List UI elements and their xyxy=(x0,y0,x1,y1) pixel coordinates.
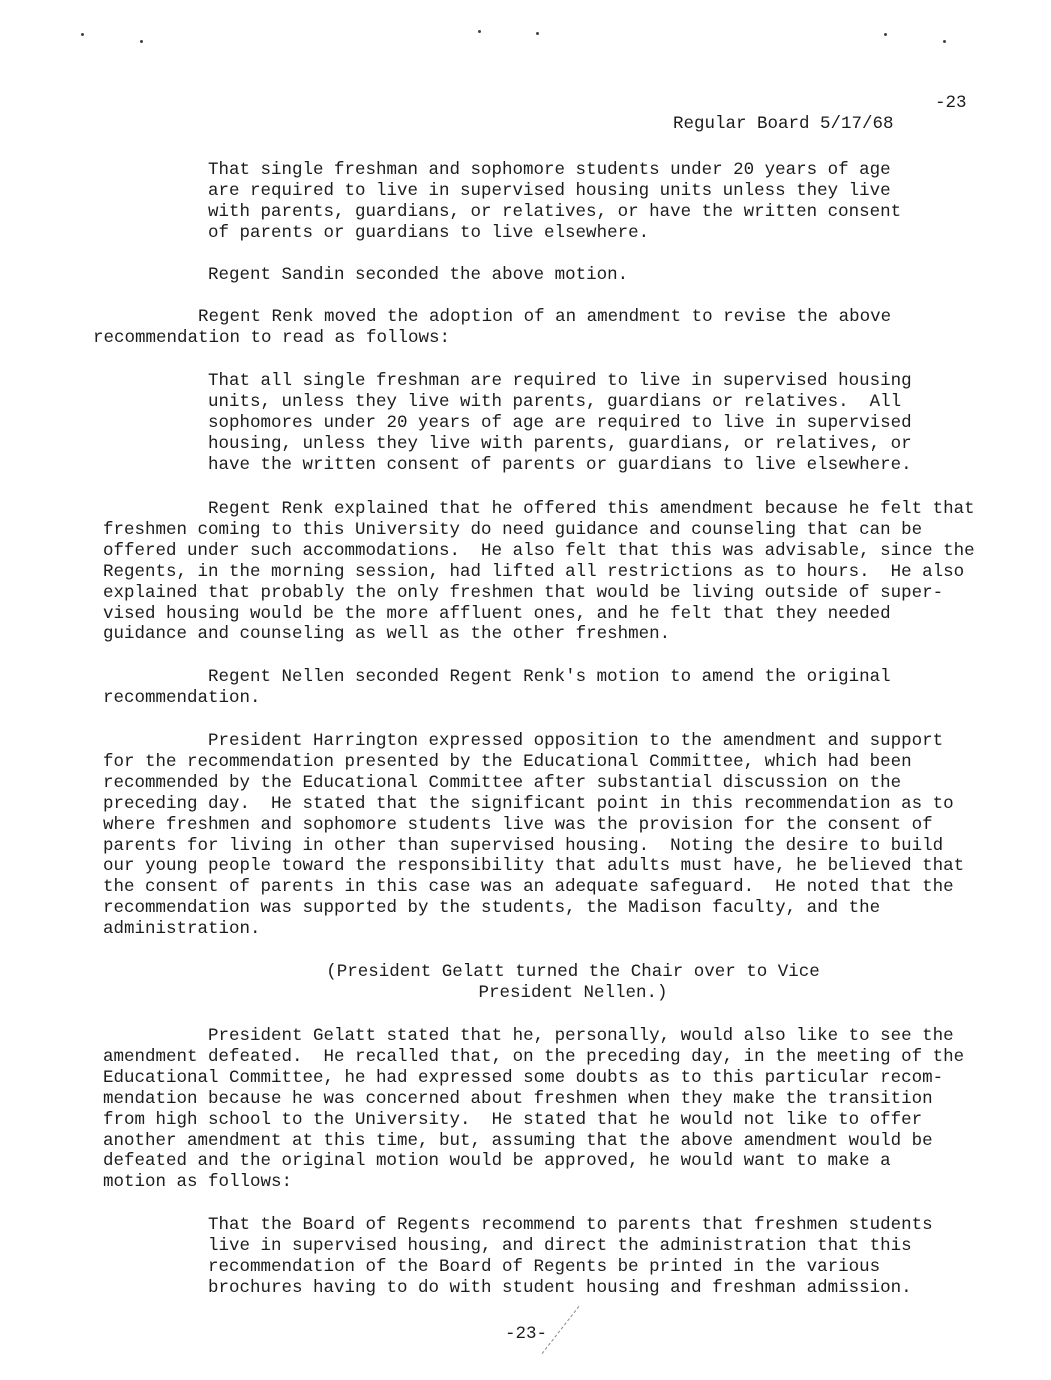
text-line: are required to live in supervised housing units unless they live xyxy=(208,180,891,201)
text-line: Regent Nellen seconded Regent Renk's motion to amend the original xyxy=(103,667,891,687)
text-line: explained that probably the only freshmen that would be living outside of super- xyxy=(103,582,944,603)
text-line: amendment defeated. He recalled that, on the preceding day, in the meeting of the xyxy=(103,1046,965,1067)
text-line: defeated and the original motion would be approved, he would want to make a xyxy=(103,1151,891,1172)
scan-speck xyxy=(536,32,539,35)
paragraph-nellen-seconded xyxy=(103,667,983,709)
text-line: President Nellen.) xyxy=(478,982,668,1003)
text-line: Educational Committee, he had expressed some doubts as to this particular recom- xyxy=(103,1067,944,1088)
text-line: with parents, guardians, or relatives, or have the written consent xyxy=(208,201,902,222)
text-line: Regent Renk moved the adoption of an amendment to revise the above xyxy=(93,307,892,327)
text-line: That all single freshman are required to live in supervised housing xyxy=(208,371,912,391)
paragraph-renk-explained xyxy=(103,499,983,645)
text-line: (President Gelatt turned the Chair over to Vice xyxy=(326,962,820,982)
paragraph-gelatt-stated xyxy=(103,1026,983,1193)
text-line: recommendation to read as follows: xyxy=(93,327,451,348)
text-line: President Gelatt stated that he, personally, would also like to see the xyxy=(103,1026,954,1046)
text-line: recommendation was supported by the students, the Madison faculty, and the xyxy=(103,898,881,919)
scan-speck xyxy=(81,33,84,36)
text-line: have the written consent of parents or guardians to live elsewhere. xyxy=(208,454,912,475)
text-line: recommendation of the Board of Regents be printed in the various xyxy=(208,1256,881,1277)
scan-speck xyxy=(884,33,887,36)
text-line: parents for living in other than supervised housing. Noting the desire to build xyxy=(103,835,944,856)
text-line: guidance and counseling as well as the other freshmen. xyxy=(103,624,671,645)
page-header xyxy=(652,93,972,156)
text-line: brochures having to do with student housing and freshman admission. xyxy=(208,1277,912,1298)
text-line: recommended by the Educational Committee after substantial discussion on the xyxy=(103,772,902,793)
text-line: motion as follows: xyxy=(103,1172,293,1193)
parenthetical-chair-note xyxy=(103,962,983,1004)
text-line: sophomores under 20 years of age are required to live in supervised xyxy=(208,412,912,433)
text-line: recommendation. xyxy=(103,687,261,708)
text-line: offered under such accommodations. He also felt that this was advisable, since the xyxy=(103,540,975,561)
text-line: That the Board of Regents recommend to parents that freshmen students xyxy=(208,1215,933,1235)
text-line: live in supervised housing, and direct the administration that this xyxy=(208,1235,912,1256)
text-line: administration. xyxy=(103,919,261,940)
text-line: from high school to the University. He stated that he would not like to offer xyxy=(103,1109,923,1130)
text-line: another amendment at this time, but, assuming that the above amendment would be xyxy=(103,1130,933,1151)
text-line: That single freshman and sophomore students under 20 years of age xyxy=(208,160,891,180)
text-line: the consent of parents in this case was an adequate safeguard. He noted that the xyxy=(103,877,954,898)
text-line: of parents or guardians to live elsewhere. xyxy=(208,222,650,243)
quoted-amendment xyxy=(208,371,968,476)
text-line: mendation because he was concerned about freshmen when they make the transition xyxy=(103,1088,933,1109)
text-line: for the recommendation presented by the Educational Committee, which had been xyxy=(103,751,912,772)
header-title: Regular Board 5/17/68 xyxy=(673,113,894,134)
text-line: freshmen coming to this University do need guidance and counseling that can be xyxy=(103,519,923,540)
paragraph-sandin-seconded xyxy=(103,265,983,286)
text-line: Regent Sandin seconded the above motion. xyxy=(103,265,629,285)
paragraph-renk-amendment-intro xyxy=(93,307,973,349)
scan-speck xyxy=(943,40,946,43)
text-line: vised housing would be the more affluent ones, and he felt that they needed xyxy=(103,603,891,624)
text-line: President Harrington expressed opposition to the amendment and support xyxy=(103,731,944,751)
text-line: units, unless they live with parents, guardians or relatives. All xyxy=(208,391,902,412)
footer-page-number: -23- xyxy=(505,1324,548,1344)
text-line: our young people toward the responsibility that adults must have, he believed that xyxy=(103,856,965,877)
scan-speck xyxy=(140,40,143,43)
quoted-gelatt-motion xyxy=(208,1215,968,1299)
text-line: Regents, in the morning session, had lifted all restrictions as to hours. He also xyxy=(103,561,965,582)
quoted-original-recommendation xyxy=(208,160,968,244)
text-line: where freshmen and sophomore students live was the provision for the consent of xyxy=(103,814,933,835)
scan-speck xyxy=(478,30,481,33)
paragraph-harrington-opposition xyxy=(103,731,983,940)
pencil-mark xyxy=(542,1306,580,1354)
text-line: housing, unless they live with parents, guardians, or relatives, or xyxy=(208,433,912,454)
text-line: preceding day. He stated that the significant point in this recommendation as to xyxy=(103,793,954,814)
header-page-number: -23 xyxy=(935,93,967,113)
text-line: Regent Renk explained that he offered this amendment because he felt that xyxy=(103,499,975,519)
